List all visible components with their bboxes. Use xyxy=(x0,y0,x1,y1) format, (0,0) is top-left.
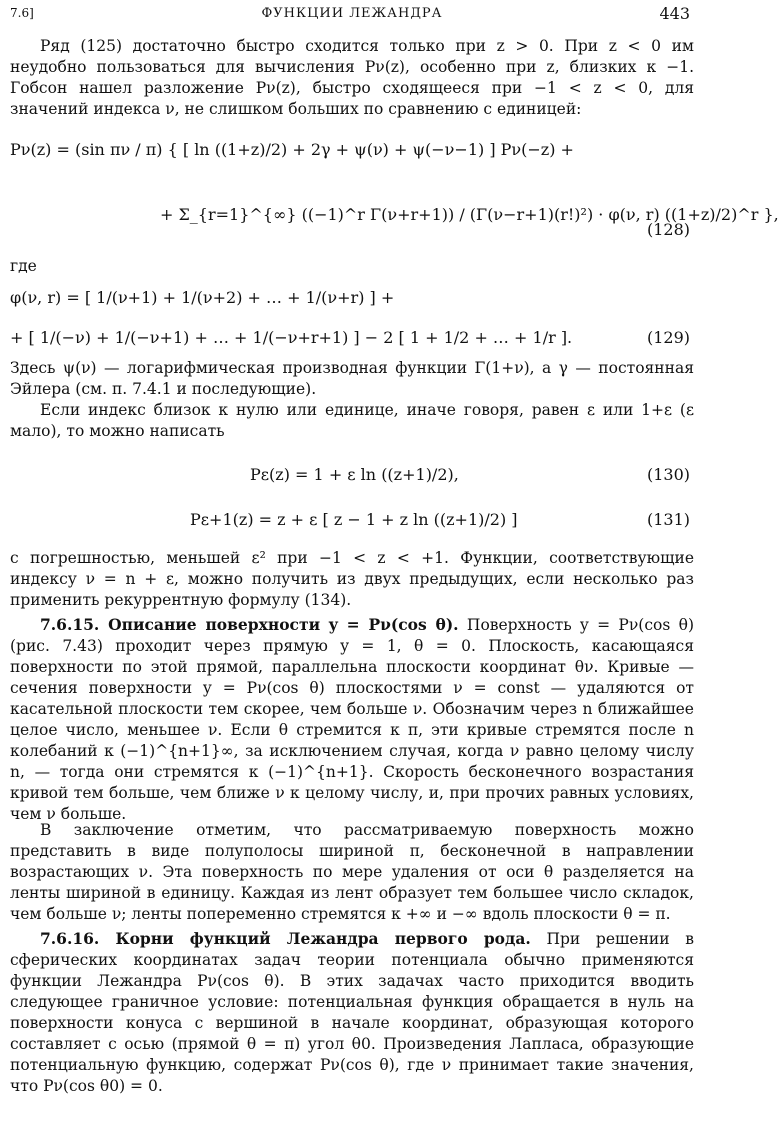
word-where: где xyxy=(10,257,37,275)
chapter-title: ФУНКЦИИ ЛЕЖАНДРА xyxy=(261,6,443,21)
page-number: 443 xyxy=(659,4,690,23)
paragraph-half-strip: В заключение отметим, что рассматриваемую поверхность можно представить в виде полуполосы шириной π, бесконечной в направлении возрастающих ν. Эта поверхность по мере удаления от оси θ разделяется на ленты шириной в единицу. Каждая из лент образует тем большее число складок, чем больше ν; ленты попеременно стремятся к +∞ и −∞ вдоль плоскости θ = π. xyxy=(10,821,694,923)
paragraph-legendre-roots: При решении в сферических координатах задач теории потенциала обычно применяются функции Лежандра Pν(cos θ). В этих задачах часто приходится вводить следующее граничное условие: потенциальная функция обращается в нуль на поверхности конуса с вершиной в начале координат, образующая которого составляет с осью (прямой θ = π) угол θ0. Произведения Лапласа, образующие потенциальную функцию, содержат Pν(cos θ), где ν принимает такие значения, что Pν(cos θ0) = 0. xyxy=(10,930,694,1095)
paragraph-psi-definition: Здесь ψ(ν) — логарифмическая производная функции Γ(1+ν), а γ — постоянная Эйлера (см. п. 7.4.1 и последующие). xyxy=(10,359,694,398)
book-page xyxy=(10,0,779,1122)
equation-number-130: (130) xyxy=(646,465,690,484)
paragraph-surface-description: Поверхность y = Pν(cos θ) (рис. 7.43) проходит через прямую y = 1, θ = 0. Плоскость, касающаяся поверхности по этой прямой, параллельна плоскости координат θν. Кривые — сечения поверхности y = Pν(cos θ) плоскостями ν = const — удаляются от касательной плоскости тем скорее, чем больше ν. Обозначим через n ближайшее целое число, меньшее ν. Если θ стремится к π, эти кривые стремятся после n колебаний к (−1)^{n+1}∞, за исключением случая, когда ν равно целому числу n, — тогда они стремятся к (−1)^{n+1}. Скорость бесконечного возрастания кривой тем больше, чем ближе ν к целому числу, и, при прочих равных условиях, чем ν больше. xyxy=(10,616,695,823)
equation-number-129: (129) xyxy=(646,328,690,347)
section-7-6-15 xyxy=(10,614,694,825)
paragraph-hobson-intro: Ряд (125) достаточно быстро сходится только при z > 0. При z < 0 им неудобно пользоваться для вычисления Pν(z), особенно при z, близких к −1. Гобсон нашел разложение Pν(z), быстро сходящееся при −1 < z < 0, для значений индекса ν, не слишком больших по сравнению с единицей: xyxy=(10,36,694,118)
equation-129-line2: + [ 1/(−ν) + 1/(−ν+1) + … + 1/(−ν+r+1) ] − 2 [ 1 + 1/2 + … + 1/r ]. xyxy=(10,328,573,347)
section-ref: 7.6] xyxy=(10,6,34,20)
paragraph-error-estimate: с погрешностью, меньшей ε² при −1 < z < +1. Функции, соответствующие индексу ν = n + ε, можно получить из двух предыдущих, если несколько раз применить рекуррентную формулу (134). xyxy=(10,549,694,609)
heading-7-6-16: 7.6.16. Корни функций Лежандра первого рода. xyxy=(40,929,531,948)
equation-129-line1: φ(ν, r) = [ 1/(ν+1) + 1/(ν+2) + … + 1/(ν+r) ] + xyxy=(10,288,395,307)
equation-number-128: (128) xyxy=(646,220,690,239)
heading-7-6-15: 7.6.15. Описание поверхности y = Pν(cos θ). xyxy=(40,615,459,634)
section-7-6-16 xyxy=(10,928,694,1097)
equation-number-131: (131) xyxy=(646,510,690,529)
equation-128-line1: Pν(z) = (sin πν / π) { [ ln ((1+z)/2) + 2γ + ψ(ν) + ψ(−ν−1) ] Pν(−z) + xyxy=(10,140,574,159)
equation-131: Pε+1(z) = z + ε [ z − 1 + z ln ((z+1)/2) ] xyxy=(190,510,518,529)
equation-130: Pε(z) = 1 + ε ln ((z+1)/2), xyxy=(250,465,459,484)
running-header xyxy=(10,4,694,28)
equation-128-line2: + Σ_{r=1}^{∞} ((−1)^r Γ(ν+r+1)) / (Γ(ν−r+1)(r!)²) · φ(ν, r) ((1+z)/2)^r }, xyxy=(160,205,779,224)
paragraph-small-index: Если индекс близок к нулю или единице, иначе говоря, равен ε или 1+ε (ε мало), то можно написать xyxy=(10,401,694,440)
